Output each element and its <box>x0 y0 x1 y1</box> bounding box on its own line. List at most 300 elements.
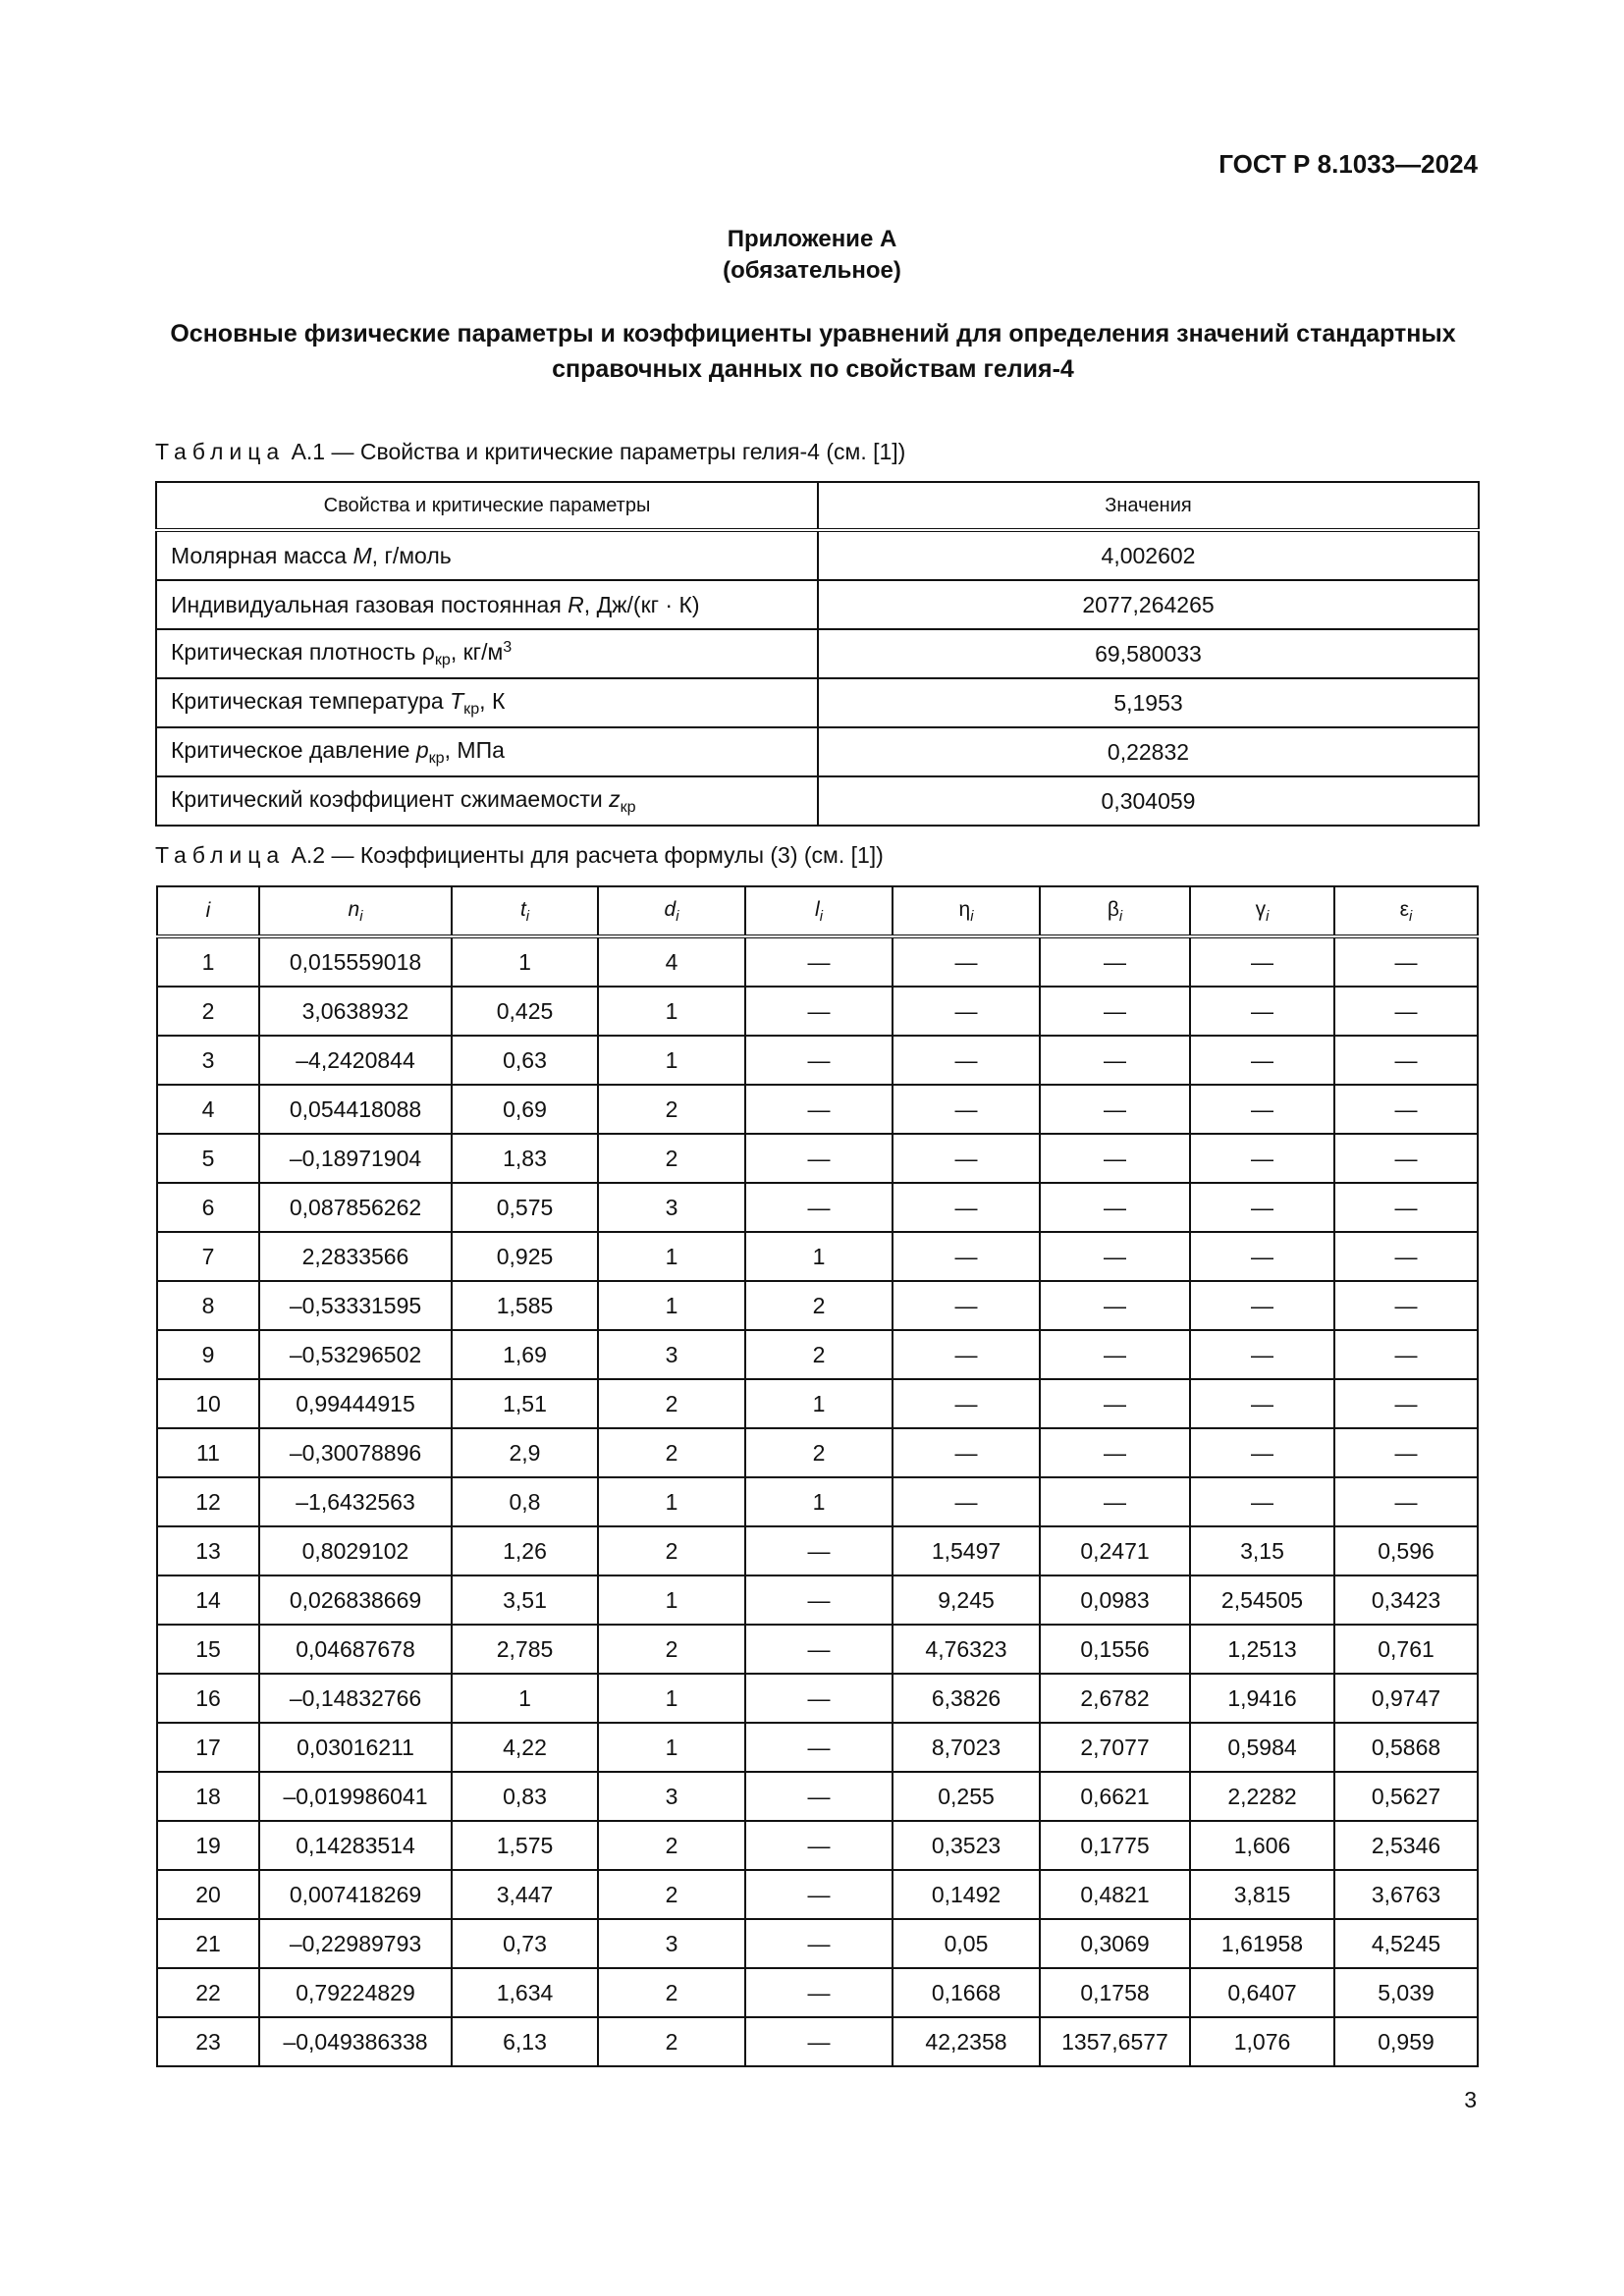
column-subscript: i <box>970 908 974 925</box>
table-cell: — <box>893 1379 1040 1428</box>
table-cell: — <box>1040 936 1190 987</box>
table-cell: 17 <box>157 1723 259 1772</box>
table-cell: 1 <box>598 1723 745 1772</box>
table-cell: — <box>745 1036 893 1085</box>
table-cell: 0,3423 <box>1334 1575 1478 1625</box>
table-cell: — <box>893 1428 1040 1477</box>
table-cell: 0,79224829 <box>259 1968 452 2017</box>
table-cell: 0,9747 <box>1334 1674 1478 1723</box>
param-label: Индивидуальная газовая постоянная <box>171 591 568 617</box>
table-cell: –0,22989793 <box>259 1919 452 1968</box>
table-cell: 1 <box>598 1232 745 1281</box>
table-row <box>157 1919 1478 1968</box>
table-cell: 0,8 <box>452 1477 598 1526</box>
table-cell: 0,1668 <box>893 1968 1040 2017</box>
table-cell: 0,69 <box>452 1085 598 1134</box>
table-cell: — <box>1040 1232 1190 1281</box>
table-cell: 7 <box>157 1232 259 1281</box>
column-subscript: i <box>1409 908 1413 925</box>
table-row <box>157 1281 1478 1330</box>
table-cell: 0,087856262 <box>259 1183 452 1232</box>
table-cell: 2,54505 <box>1190 1575 1334 1625</box>
table-cell: 2 <box>598 2017 745 2066</box>
table-cell: — <box>1334 1428 1478 1477</box>
table-cell: — <box>745 936 893 987</box>
table-cell: — <box>1334 1036 1478 1085</box>
caption-word: Таблица <box>155 842 286 868</box>
table-cell: 3,51 <box>452 1575 598 1625</box>
table-cell: 1 <box>452 1674 598 1723</box>
table-cell: — <box>1190 1134 1334 1183</box>
table-cell: — <box>1040 987 1190 1036</box>
param-label: Критическая плотность ρ <box>171 639 435 665</box>
table-cell: — <box>1334 1379 1478 1428</box>
table-cell: 0,925 <box>452 1232 598 1281</box>
table-cell: — <box>1040 1134 1190 1183</box>
table-cell: — <box>1334 1477 1478 1526</box>
table-cell: 2 <box>157 987 259 1036</box>
param-unit: , г/моль <box>371 542 452 568</box>
table-cell: — <box>1334 1232 1478 1281</box>
table-cell: 0,5984 <box>1190 1723 1334 1772</box>
table-cell: — <box>893 1183 1040 1232</box>
table-cell: –0,14832766 <box>259 1674 452 1723</box>
table-cell: 6,13 <box>452 2017 598 2066</box>
table-cell: — <box>745 1183 893 1232</box>
page-number: 3 <box>1464 2087 1477 2112</box>
table-cell: –0,18971904 <box>259 1134 452 1183</box>
column-symbol: n <box>348 897 360 921</box>
table-cell: –0,019986041 <box>259 1772 452 1821</box>
param-unit: , МПа <box>444 736 505 763</box>
table-cell: — <box>745 2017 893 2066</box>
table-cell: — <box>893 987 1040 1036</box>
table-cell: 0,054418088 <box>259 1085 452 1134</box>
table-cell: 2,6782 <box>1040 1674 1190 1723</box>
param-label: Критическое давление <box>171 736 416 763</box>
table-cell: 19 <box>157 1821 259 1870</box>
table-cell: — <box>1040 1428 1190 1477</box>
table-cell: 20 <box>157 1870 259 1919</box>
table-cell: 3,447 <box>452 1870 598 1919</box>
column-header <box>1190 886 1334 936</box>
column-symbol: d <box>664 897 677 921</box>
table-row <box>157 1330 1478 1379</box>
table-cell: — <box>1040 1281 1190 1330</box>
table-cell: 2 <box>598 1968 745 2017</box>
table-cell: 0,959 <box>1334 2017 1478 2066</box>
param-unit: , кг/м <box>450 639 504 665</box>
table-cell: — <box>1190 1330 1334 1379</box>
table-row <box>157 1477 1478 1526</box>
parameter-value: 5,1953 <box>818 678 1479 727</box>
table-cell: 2 <box>598 1526 745 1575</box>
table-cell: — <box>1190 1085 1334 1134</box>
table-cell: 0,8029102 <box>259 1526 452 1575</box>
table-row <box>157 1036 1478 1085</box>
table-cell: 0,425 <box>452 987 598 1036</box>
table-cell: — <box>745 1625 893 1674</box>
table-row <box>156 727 1479 776</box>
appendix-title: Приложение А <box>727 226 897 252</box>
parameter-name <box>156 629 818 678</box>
column-header: Значения <box>818 482 1479 530</box>
table-cell: — <box>1190 1428 1334 1477</box>
table-cell: — <box>745 1526 893 1575</box>
table-row <box>157 2017 1478 2066</box>
table-cell: — <box>893 1036 1040 1085</box>
table-cell: –0,53296502 <box>259 1330 452 1379</box>
table-cell: 5,039 <box>1334 1968 1478 2017</box>
caption-word: Таблица <box>155 439 286 464</box>
table-cell: 21 <box>157 1919 259 1968</box>
table-cell: 3 <box>598 1919 745 1968</box>
table-cell: 3 <box>598 1183 745 1232</box>
table-cell: 3,815 <box>1190 1870 1334 1919</box>
table-cell: 18 <box>157 1772 259 1821</box>
parameter-value: 0,304059 <box>818 776 1479 826</box>
table-cell: 0,3523 <box>893 1821 1040 1870</box>
table-cell: 1 <box>452 936 598 987</box>
param-symbol: R <box>568 591 584 617</box>
table-cell: — <box>1040 1330 1190 1379</box>
caption-text: А.1 — Свойства и критические параметры гелия-4 (см. [1]) <box>291 439 906 464</box>
table-cell: — <box>745 987 893 1036</box>
param-symbol: p <box>415 736 429 763</box>
parameter-value: 69,580033 <box>818 629 1479 678</box>
table-cell: 12 <box>157 1477 259 1526</box>
table-row <box>157 1674 1478 1723</box>
table-row <box>157 1379 1478 1428</box>
column-subscript: i <box>819 908 823 925</box>
table-cell: — <box>893 1281 1040 1330</box>
table-cell: 1 <box>598 1036 745 1085</box>
parameter-name <box>156 580 818 629</box>
column-symbol: η <box>958 897 971 921</box>
table-cell: 2 <box>598 1085 745 1134</box>
table-row <box>157 936 1478 987</box>
table-cell: 8 <box>157 1281 259 1330</box>
table-cell: — <box>745 1134 893 1183</box>
table-row <box>157 1625 1478 1674</box>
table-cell: 1 <box>598 1477 745 1526</box>
column-symbol: i <box>205 899 211 922</box>
table-cell: — <box>1190 1477 1334 1526</box>
table-cell: 4 <box>157 1085 259 1134</box>
table-cell: 1,634 <box>452 1968 598 2017</box>
table-cell: 15 <box>157 1625 259 1674</box>
table-cell: 0,575 <box>452 1183 598 1232</box>
table-cell: — <box>745 1821 893 1870</box>
table-cell: 6 <box>157 1183 259 1232</box>
table-cell: 0,1758 <box>1040 1968 1190 2017</box>
param-symbol: T <box>450 687 464 714</box>
table-cell: 2 <box>745 1428 893 1477</box>
table-cell: 1 <box>598 1575 745 1625</box>
appendix-subtitle: (обязательное) <box>723 257 901 284</box>
param-subscript: кр <box>434 651 451 668</box>
table-cell: 10 <box>157 1379 259 1428</box>
param-label: Критический коэффициент сжимаемости <box>171 785 610 812</box>
table-row <box>157 1575 1478 1625</box>
section-heading: Основные физические параметры и коэффициенты уравнений для определения значений стандартных справочных данных по свойствам гелия-4 <box>170 320 1456 383</box>
column-header <box>598 886 745 936</box>
table-row <box>157 1821 1478 1870</box>
parameter-value: 0,22832 <box>818 727 1479 776</box>
table-cell: 0,015559018 <box>259 936 452 987</box>
table-cell: 0,1775 <box>1040 1821 1190 1870</box>
table-cell: 1,69 <box>452 1330 598 1379</box>
parameter-name <box>156 678 818 727</box>
table-cell: 0,5627 <box>1334 1772 1478 1821</box>
table-cell: 0,14283514 <box>259 1821 452 1870</box>
table-cell: 0,6621 <box>1040 1772 1190 1821</box>
table-cell: 1 <box>745 1379 893 1428</box>
table-cell: 2 <box>598 1625 745 1674</box>
table-row <box>156 776 1479 826</box>
table-row <box>157 1723 1478 1772</box>
table-cell: — <box>1334 1085 1478 1134</box>
parameter-name <box>156 727 818 776</box>
table-coefficients <box>156 885 1479 2067</box>
table-cell: — <box>1040 1183 1190 1232</box>
table-cell: — <box>1190 987 1334 1036</box>
table-cell: — <box>745 1772 893 1821</box>
table-cell: 14 <box>157 1575 259 1625</box>
table-cell: 0,4821 <box>1040 1870 1190 1919</box>
table-cell: — <box>893 936 1040 987</box>
param-subscript: кр <box>428 748 445 767</box>
table-helium-properties <box>155 481 1480 827</box>
param-symbol: M <box>352 542 372 568</box>
table-cell: 22 <box>157 1968 259 2017</box>
table-cell: 2 <box>745 1330 893 1379</box>
table-cell: 3 <box>598 1330 745 1379</box>
column-subscript: i <box>1266 908 1270 925</box>
table-cell: 9 <box>157 1330 259 1379</box>
table-cell: — <box>893 1085 1040 1134</box>
table-cell: 1,9416 <box>1190 1674 1334 1723</box>
param-label: Критическая температура <box>171 687 451 714</box>
table-cell: 1,2513 <box>1190 1625 1334 1674</box>
param-label: Молярная масса <box>171 542 353 568</box>
table-row <box>157 1134 1478 1183</box>
table-cell: 1 <box>598 1281 745 1330</box>
table-cell: 0,0983 <box>1040 1575 1190 1625</box>
table-cell: 0,3069 <box>1040 1919 1190 1968</box>
table-row <box>156 678 1479 727</box>
table-cell: 2 <box>598 1134 745 1183</box>
table-cell: — <box>893 1477 1040 1526</box>
table-cell: 0,255 <box>893 1772 1040 1821</box>
table-cell: — <box>1190 1183 1334 1232</box>
parameter-value: 2077,264265 <box>818 580 1479 629</box>
column-symbol: β <box>1107 897 1119 921</box>
table-cell: — <box>745 1870 893 1919</box>
column-symbol: t <box>519 897 526 921</box>
table-cell: — <box>1334 1281 1478 1330</box>
table-row <box>156 580 1479 629</box>
param-subscript: кр <box>463 699 480 718</box>
column-subscript: i <box>676 908 679 925</box>
table-cell: 8,7023 <box>893 1723 1040 1772</box>
table-row <box>156 530 1479 580</box>
table-cell: — <box>745 1674 893 1723</box>
table-cell: 0,007418269 <box>259 1870 452 1919</box>
table-cell: 1 <box>598 1674 745 1723</box>
table-cell: — <box>745 1919 893 1968</box>
table-cell: 1,83 <box>452 1134 598 1183</box>
table-cell: 3,6763 <box>1334 1870 1478 1919</box>
table-cell: 3,0638932 <box>259 987 452 1036</box>
table-cell: 13 <box>157 1526 259 1575</box>
table-cell: — <box>893 1134 1040 1183</box>
column-header <box>452 886 598 936</box>
table-cell: — <box>1040 1379 1190 1428</box>
standard-number: ГОСТ Р 8.1033—2024 <box>1218 149 1478 179</box>
table-cell: 1,575 <box>452 1821 598 1870</box>
table-cell: — <box>1334 987 1478 1036</box>
table-cell: 6,3826 <box>893 1674 1040 1723</box>
table-cell: 0,63 <box>452 1036 598 1085</box>
table-cell: 5 <box>157 1134 259 1183</box>
table-cell: –0,30078896 <box>259 1428 452 1477</box>
table-cell: 1,61958 <box>1190 1919 1334 1968</box>
table-cell: 1,5497 <box>893 1526 1040 1575</box>
table-row <box>157 1870 1478 1919</box>
table-cell: — <box>745 1968 893 2017</box>
table-cell: — <box>1190 936 1334 987</box>
param-symbol: z <box>609 785 621 812</box>
table-cell: 1 <box>745 1477 893 1526</box>
table-cell: 0,1492 <box>893 1870 1040 1919</box>
table-row <box>157 987 1478 1036</box>
table-cell: — <box>1040 1477 1190 1526</box>
table-cell: –1,6432563 <box>259 1477 452 1526</box>
table-cell: 0,04687678 <box>259 1625 452 1674</box>
column-symbol: ε <box>1399 897 1410 921</box>
table-cell: — <box>745 1723 893 1772</box>
table-cell: 0,761 <box>1334 1625 1478 1674</box>
column-header <box>259 886 452 936</box>
table-cell: 0,73 <box>452 1919 598 1968</box>
table-cell: 2,785 <box>452 1625 598 1674</box>
table-cell: 9,245 <box>893 1575 1040 1625</box>
table-cell: 0,99444915 <box>259 1379 452 1428</box>
table-row <box>156 629 1479 678</box>
table-cell: 2 <box>598 1379 745 1428</box>
param-unit: , Дж/(кг · К) <box>583 591 700 617</box>
table-row <box>157 1183 1478 1232</box>
column-symbol: l <box>815 897 820 921</box>
parameter-name <box>156 530 818 580</box>
table-cell: 16 <box>157 1674 259 1723</box>
table-cell: 1 <box>598 987 745 1036</box>
table-row <box>157 1232 1478 1281</box>
table-cell: 3 <box>598 1772 745 1821</box>
table-cell: 42,2358 <box>893 2017 1040 2066</box>
column-header <box>1334 886 1478 936</box>
table-cell: — <box>893 1232 1040 1281</box>
table-cell: 0,596 <box>1334 1526 1478 1575</box>
table-cell: — <box>1334 1330 1478 1379</box>
table-cell: 3 <box>157 1036 259 1085</box>
table-row <box>157 1772 1478 1821</box>
table-cell: 2 <box>598 1428 745 1477</box>
column-symbol: γ <box>1255 897 1267 921</box>
table-cell: — <box>1040 1036 1190 1085</box>
table-cell: 0,1556 <box>1040 1625 1190 1674</box>
table-cell: 1,076 <box>1190 2017 1334 2066</box>
table-cell: 4,5245 <box>1334 1919 1478 1968</box>
table-cell: 23 <box>157 2017 259 2066</box>
column-header: Свойства и критические параметры <box>156 482 818 530</box>
table-cell: 2,2282 <box>1190 1772 1334 1821</box>
column-header <box>893 886 1040 936</box>
table-cell: 1,606 <box>1190 1821 1334 1870</box>
table-row <box>157 1526 1478 1575</box>
table-cell: –0,53331595 <box>259 1281 452 1330</box>
table-cell: 2 <box>598 1821 745 1870</box>
table-cell: 2,7077 <box>1040 1723 1190 1772</box>
caption-text: А.2 — Коэффициенты для расчета формулы (3) (см. [1]) <box>291 842 884 868</box>
table-cell: 11 <box>157 1428 259 1477</box>
table-cell: 1,51 <box>452 1379 598 1428</box>
table-cell: 1357,6577 <box>1040 2017 1190 2066</box>
table2-caption <box>155 842 884 869</box>
parameter-value: 4,002602 <box>818 530 1479 580</box>
column-header <box>745 886 893 936</box>
table-row <box>157 1968 1478 2017</box>
table-cell: 1 <box>745 1232 893 1281</box>
table-cell: 2,9 <box>452 1428 598 1477</box>
table-cell: — <box>745 1575 893 1625</box>
table-cell: — <box>1190 1379 1334 1428</box>
table-cell: — <box>1190 1281 1334 1330</box>
parameter-name <box>156 776 818 826</box>
table-cell: –4,2420844 <box>259 1036 452 1085</box>
table-cell: — <box>745 1085 893 1134</box>
table-cell: 2 <box>745 1281 893 1330</box>
table-cell: 0,2471 <box>1040 1526 1190 1575</box>
table-cell: 2 <box>598 1870 745 1919</box>
table-cell: 4,22 <box>452 1723 598 1772</box>
table-cell: 2,2833566 <box>259 1232 452 1281</box>
param-subscript: кр <box>620 797 636 816</box>
column-subscript: i <box>359 908 363 925</box>
table-cell: — <box>1334 1183 1478 1232</box>
column-header <box>157 886 259 936</box>
table-cell: 1 <box>157 936 259 987</box>
table-cell: 4 <box>598 936 745 987</box>
table-cell: –0,049386338 <box>259 2017 452 2066</box>
param-superscript: 3 <box>503 638 513 656</box>
table-cell: 0,03016211 <box>259 1723 452 1772</box>
table-cell: 0,026838669 <box>259 1575 452 1625</box>
table-cell: 1,26 <box>452 1526 598 1575</box>
column-subscript: i <box>1118 908 1123 925</box>
table-cell: 0,5868 <box>1334 1723 1478 1772</box>
table-cell: 0,83 <box>452 1772 598 1821</box>
table-cell: 2,5346 <box>1334 1821 1478 1870</box>
table-cell: — <box>1040 1085 1190 1134</box>
table-cell: — <box>1190 1036 1334 1085</box>
table1-caption <box>155 439 905 465</box>
table-cell: — <box>893 1330 1040 1379</box>
table-cell: 0,6407 <box>1190 1968 1334 2017</box>
table-cell: 0,05 <box>893 1919 1040 1968</box>
table-cell: — <box>1190 1232 1334 1281</box>
